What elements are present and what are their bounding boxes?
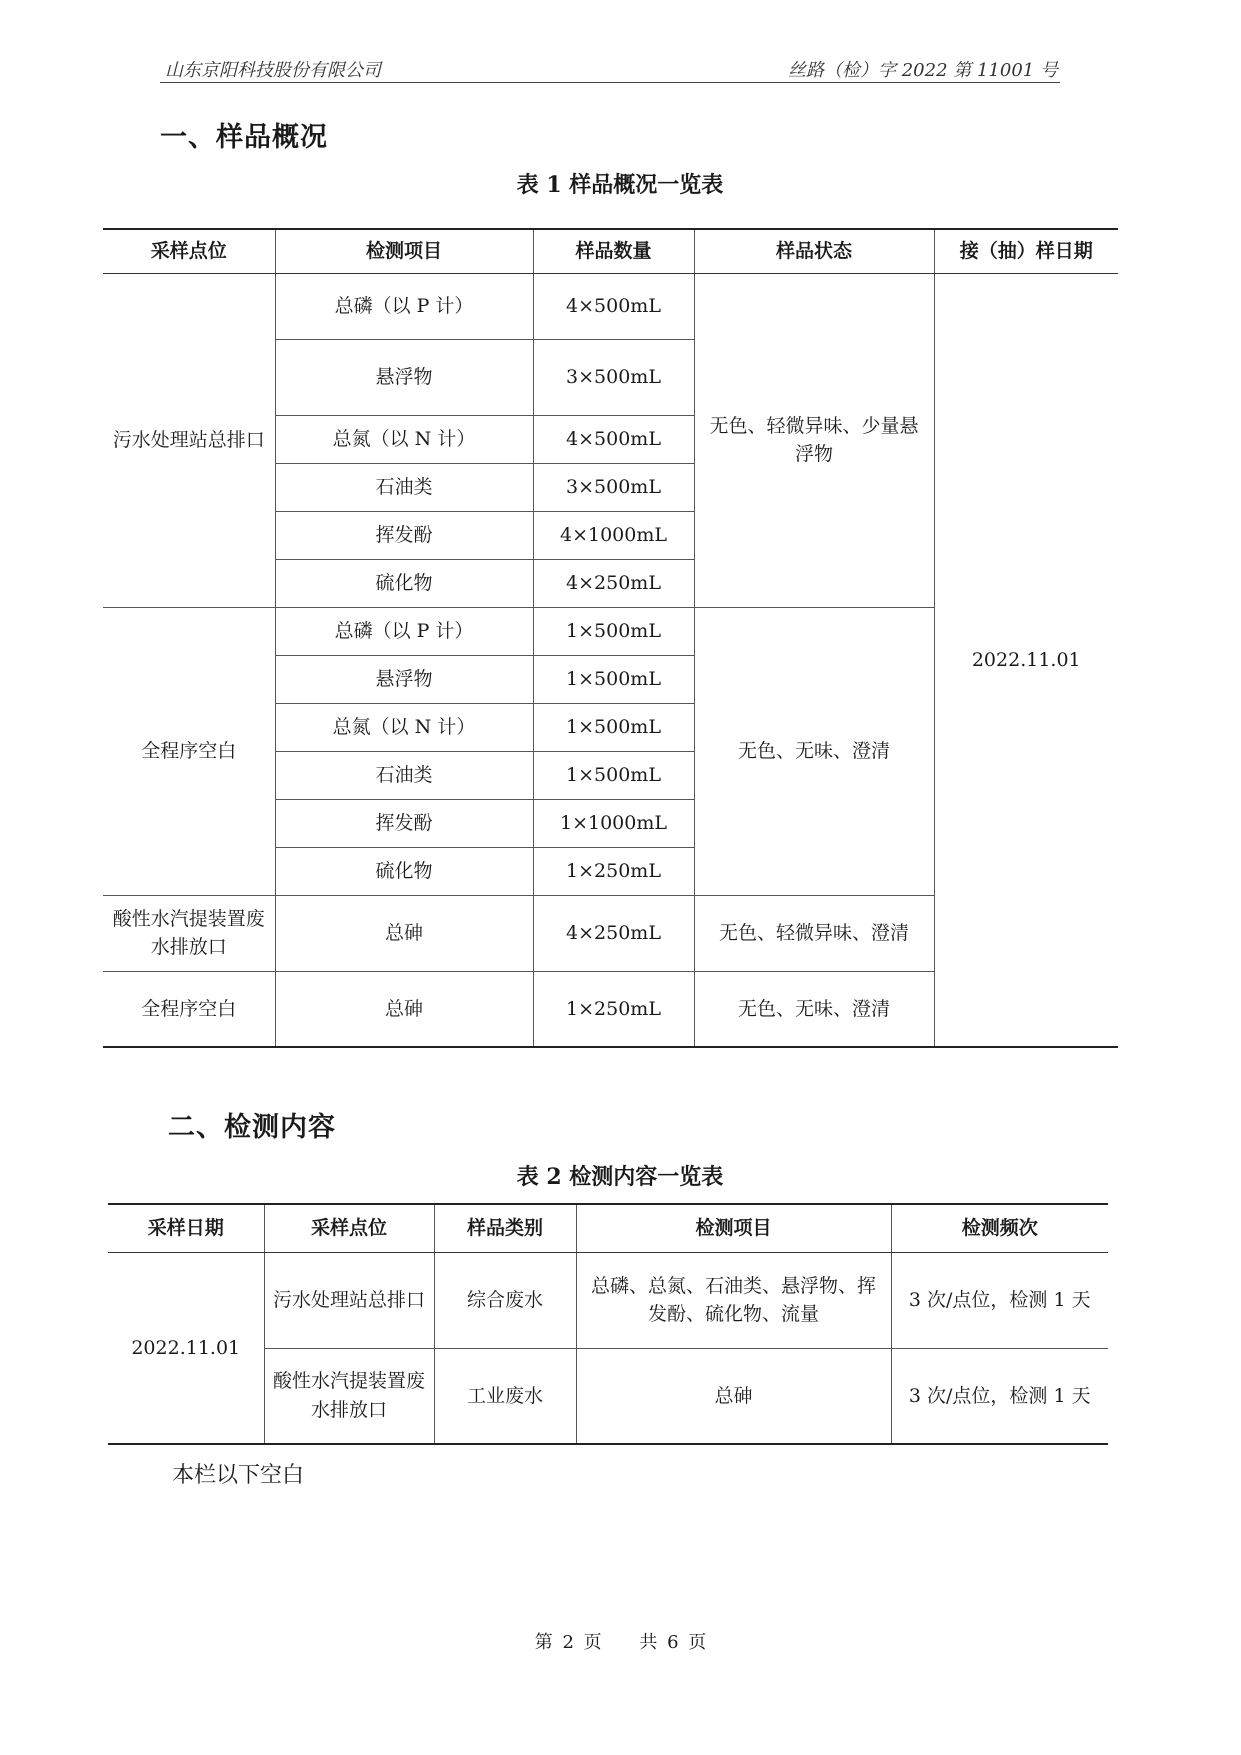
section1-title: 一、样品概况: [160, 122, 328, 153]
page-footer: [0, 1628, 1241, 1654]
sample-state: 无色、轻微异味、澄清: [694, 895, 934, 971]
sample-qty: 1×500mL: [533, 751, 694, 799]
test-item: 挥发酚: [275, 511, 533, 559]
page-number: 第 2 页: [534, 1632, 602, 1653]
sample-point: 酸性水汽提装置废水排放口: [264, 1348, 434, 1444]
test-item: 石油类: [275, 463, 533, 511]
sample-date: 2022.11.01: [934, 273, 1118, 1047]
col-header-date: 接（抽）样日期: [934, 229, 1118, 273]
test-frequency: 3 次/点位，检测 1 天: [891, 1252, 1108, 1348]
header-divider: [160, 82, 1060, 83]
test-item: 总氮（以 N 计）: [275, 703, 533, 751]
sample-point: 全程序空白: [103, 607, 275, 895]
test-items: 总磷、总氮、石油类、悬浮物、挥发酚、硫化物、流量: [576, 1252, 891, 1348]
test-content-table: [108, 1203, 1108, 1445]
sample-category: 工业废水: [434, 1348, 576, 1444]
report-number: 丝路（检）字 2022 第 11001 号: [788, 60, 1058, 81]
sample-state: 无色、轻微异味、少量悬浮物: [694, 273, 934, 607]
company-name: 山东京阳科技股份有限公司: [165, 60, 381, 81]
sample-qty: 4×1000mL: [533, 511, 694, 559]
test-items: 总砷: [576, 1348, 891, 1444]
sample-state: 无色、无味、澄清: [694, 607, 934, 895]
sample-state: 无色、无味、澄清: [694, 971, 934, 1047]
sample-overview-table: [103, 228, 1118, 1048]
col-header-point: 采样点位: [264, 1204, 434, 1252]
test-item: 石油类: [275, 751, 533, 799]
col-header-frequency: 检测频次: [891, 1204, 1108, 1252]
col-header-qty: 样品数量: [533, 229, 694, 273]
sample-category: 综合废水: [434, 1252, 576, 1348]
sample-qty: 4×500mL: [533, 415, 694, 463]
test-item: 总氮（以 N 计）: [275, 415, 533, 463]
col-header-state: 样品状态: [694, 229, 934, 273]
test-item: 总砷: [275, 895, 533, 971]
col-header-items: 检测项目: [576, 1204, 891, 1252]
sample-qty: 1×500mL: [533, 655, 694, 703]
sample-qty: 3×500mL: [533, 339, 694, 415]
test-item: 悬浮物: [275, 655, 533, 703]
test-item: 硫化物: [275, 559, 533, 607]
sample-qty: 1×500mL: [533, 703, 694, 751]
sample-qty: 4×250mL: [533, 559, 694, 607]
sample-point: 全程序空白: [103, 971, 275, 1047]
blank-below-note: 本栏以下空白: [172, 1463, 305, 1488]
table-row: [103, 273, 1118, 339]
test-item: 硫化物: [275, 847, 533, 895]
sample-date: 2022.11.01: [108, 1252, 264, 1444]
sample-qty: 1×250mL: [533, 971, 694, 1047]
sample-qty: 1×1000mL: [533, 799, 694, 847]
sample-qty: 1×500mL: [533, 607, 694, 655]
test-item: 总砷: [275, 971, 533, 1047]
test-item: 悬浮物: [275, 339, 533, 415]
test-item: 总磷（以 P 计）: [275, 273, 533, 339]
sample-qty: 4×250mL: [533, 895, 694, 971]
page-total: 共 6 页: [639, 1632, 707, 1653]
col-header-point: 采样点位: [103, 229, 275, 273]
table-row: [108, 1252, 1108, 1348]
sample-qty: 3×500mL: [533, 463, 694, 511]
sample-point: 污水处理站总排口: [103, 273, 275, 607]
test-frequency: 3 次/点位，检测 1 天: [891, 1348, 1108, 1444]
col-header-sample-date: 采样日期: [108, 1204, 264, 1252]
test-item: 总磷（以 P 计）: [275, 607, 533, 655]
test-item: 挥发酚: [275, 799, 533, 847]
sample-qty: 1×250mL: [533, 847, 694, 895]
section2-title: 二、检测内容: [168, 1112, 336, 1143]
sample-qty: 4×500mL: [533, 273, 694, 339]
sample-point: 污水处理站总排口: [264, 1252, 434, 1348]
col-header-category: 样品类别: [434, 1204, 576, 1252]
table2-caption: 表 2 检测内容一览表: [516, 1164, 724, 1190]
sample-point: 酸性水汽提装置废水排放口: [103, 895, 275, 971]
table1-caption: 表 1 样品概况一览表: [516, 172, 724, 198]
col-header-item: 检测项目: [275, 229, 533, 273]
